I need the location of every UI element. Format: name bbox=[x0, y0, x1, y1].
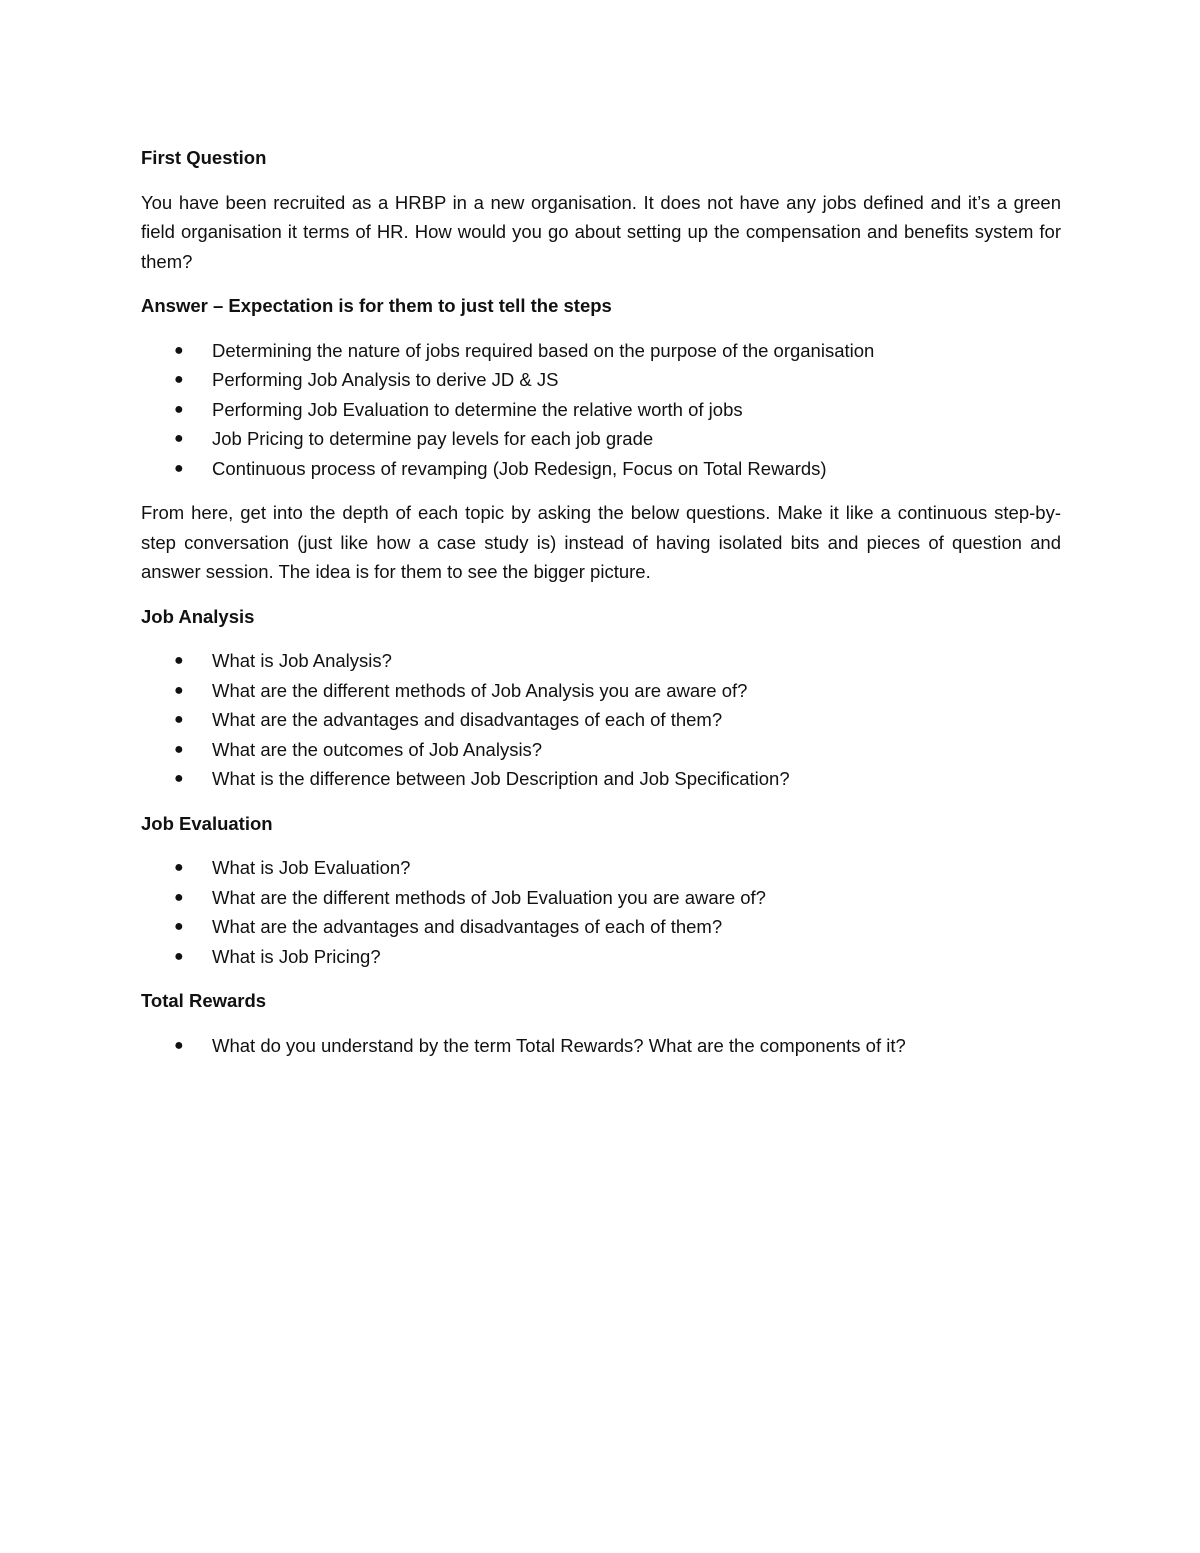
transition-paragraph: From here, get into the depth of each topic by asking the below questions. Make it like a continuous step-by-step conversation (just like how a case study is) instead of having isolated bits and pieces of question and answer session. The idea is for them to see the bigger picture. bbox=[141, 502, 1061, 582]
list-item bbox=[141, 735, 1061, 765]
bullet-icon: ● bbox=[174, 341, 184, 359]
list-item bbox=[141, 395, 1061, 425]
bullet-icon: ● bbox=[174, 740, 184, 758]
bullet-icon: ● bbox=[174, 1036, 184, 1054]
total-rewards-heading: Total Rewards bbox=[141, 990, 267, 1011]
list-item-text: What are the outcomes of Job Analysis? bbox=[212, 738, 543, 760]
list-item-text: What are the advantages and disadvantages of each of them? bbox=[212, 709, 723, 730]
list-item bbox=[141, 705, 1061, 735]
list-item-text: What are the different methods of Job Evaluation you are aware of? bbox=[212, 886, 766, 908]
job-evaluation-list bbox=[141, 853, 1061, 971]
first-question-paragraph: You have been recruited as a HRBP in a new organisation. It does not have any jobs defined and it’s a green field organisation it terms of HR. How would you go about setting up the compensation and benefits system for them? bbox=[141, 191, 1061, 272]
bullet-icon: ● bbox=[174, 888, 184, 906]
list-item-text: Job Pricing to determine pay levels for each job grade bbox=[212, 428, 654, 449]
job-analysis-list bbox=[141, 646, 1061, 794]
bullet-icon: ● bbox=[174, 859, 184, 876]
list-item-text: Determining the nature of jobs required based on the purpose of the organisation bbox=[212, 339, 875, 361]
list-item-text: What are the different methods of Job Analysis you are aware of? bbox=[212, 679, 748, 701]
list-item bbox=[141, 646, 1061, 676]
document-page bbox=[141, 143, 1061, 1075]
list-item bbox=[141, 454, 1061, 484]
list-item-text: Continuous process of revamping (Job Redesign, Focus on Total Rewards) bbox=[212, 457, 827, 479]
answer-list bbox=[141, 336, 1061, 484]
list-item-text: What is Job Pricing? bbox=[212, 945, 381, 967]
bullet-icon: ● bbox=[174, 371, 184, 388]
bullet-icon: ● bbox=[174, 770, 184, 787]
list-item-text: Performing Job Analysis to derive JD & JS bbox=[212, 369, 559, 390]
bullet-icon: ● bbox=[174, 400, 184, 418]
list-item-text: Performing Job Evaluation to determine the relative worth of jobs bbox=[212, 398, 743, 420]
list-item-text: What do you understand by the term Total Rewards? What are the components of it? bbox=[212, 1034, 906, 1056]
list-item bbox=[141, 336, 1061, 366]
list-item bbox=[141, 424, 1061, 454]
bullet-icon: ● bbox=[174, 459, 184, 477]
bullet-icon: ● bbox=[174, 681, 184, 699]
bullet-icon: ● bbox=[174, 947, 184, 965]
bullet-icon: ● bbox=[174, 430, 184, 447]
list-item bbox=[141, 365, 1061, 395]
list-item-text: What are the advantages and disadvantages of each of them? bbox=[212, 916, 723, 937]
list-item bbox=[141, 764, 1061, 794]
first-question-heading: First Question bbox=[141, 147, 267, 168]
bullet-icon: ● bbox=[174, 652, 184, 669]
bullet-icon: ● bbox=[174, 918, 184, 935]
bullet-icon: ● bbox=[174, 711, 184, 728]
list-item-text: What is the difference between Job Description and Job Specification? bbox=[212, 768, 790, 789]
list-item bbox=[141, 853, 1061, 883]
list-item-text: What is Job Analysis? bbox=[212, 650, 392, 671]
list-item bbox=[141, 1031, 1061, 1061]
list-item-text: What is Job Evaluation? bbox=[212, 857, 411, 878]
job-evaluation-heading: Job Evaluation bbox=[141, 812, 273, 834]
total-rewards-list bbox=[141, 1031, 1061, 1061]
list-item bbox=[141, 676, 1061, 706]
list-item bbox=[141, 942, 1061, 972]
list-item bbox=[141, 883, 1061, 913]
answer-heading: Answer – Expectation is for them to just tell the steps bbox=[141, 295, 612, 316]
job-analysis-heading: Job Analysis bbox=[141, 605, 255, 627]
list-item bbox=[141, 912, 1061, 942]
